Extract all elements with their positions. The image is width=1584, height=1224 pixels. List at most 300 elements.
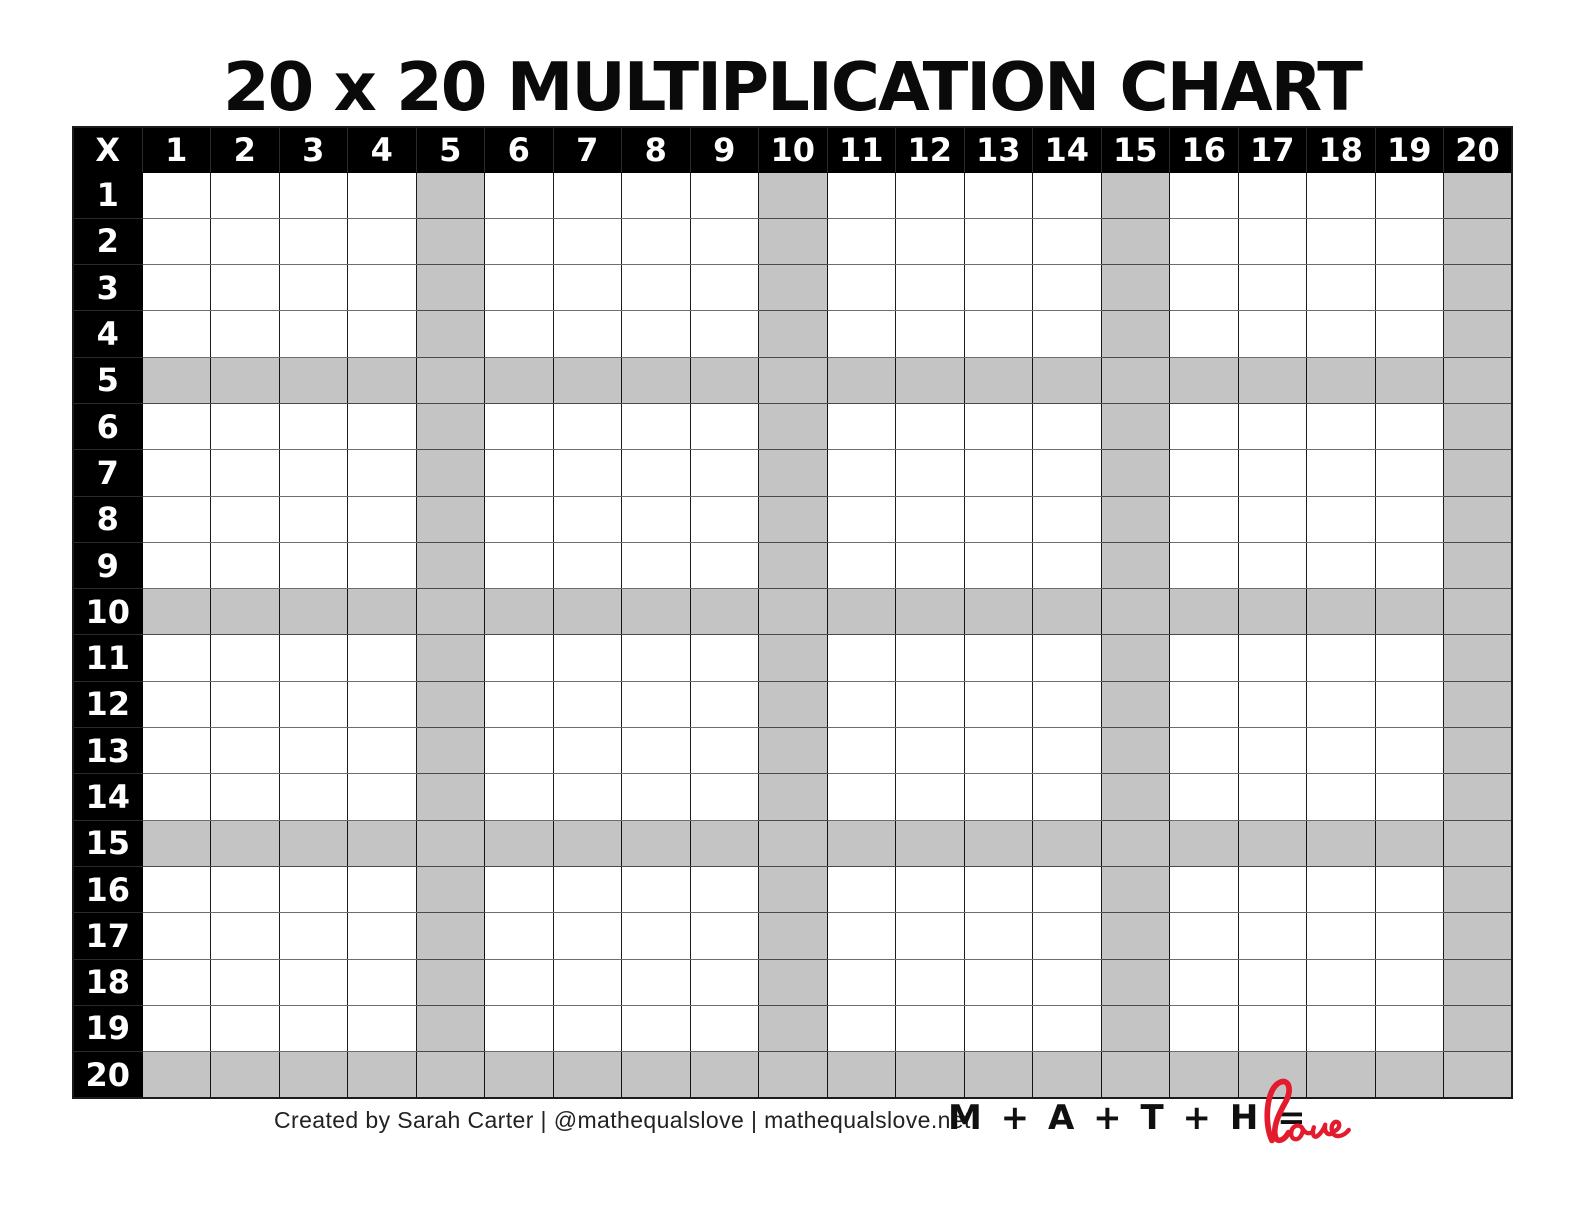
row-header-3: 3: [73, 265, 142, 311]
cell-r19-c3: [279, 1005, 348, 1051]
grid-row-13: [73, 728, 1512, 774]
cell-r12-c15: [1101, 681, 1170, 727]
row-header-14: 14: [73, 774, 142, 820]
cell-r8-c2: [211, 496, 280, 542]
cell-r18-c7: [553, 959, 622, 1005]
cell-r15-c15: [1101, 820, 1170, 866]
cell-r19-c6: [485, 1005, 554, 1051]
cell-r11-c17: [1238, 635, 1307, 681]
cell-r17-c4: [348, 913, 417, 959]
grid-header: [73, 127, 1512, 172]
cell-r4-c9: [690, 311, 759, 357]
cell-r5-c13: [964, 357, 1033, 403]
cell-r6-c5: [416, 403, 485, 449]
cell-r12-c11: [827, 681, 896, 727]
cell-r6-c3: [279, 403, 348, 449]
cell-r9-c9: [690, 542, 759, 588]
cell-r7-c6: [485, 450, 554, 496]
cell-r11-c6: [485, 635, 554, 681]
column-header-12: 12: [896, 127, 965, 172]
cell-r16-c14: [1033, 866, 1102, 912]
cell-r7-c8: [622, 450, 691, 496]
cell-r10-c19: [1375, 589, 1444, 635]
cell-r17-c14: [1033, 913, 1102, 959]
grid-row-7: [73, 450, 1512, 496]
cell-r20-c1: [142, 1052, 211, 1098]
cell-r1-c8: [622, 172, 691, 218]
cell-r20-c7: [553, 1052, 622, 1098]
cell-r2-c6: [485, 218, 554, 264]
cell-r9-c19: [1375, 542, 1444, 588]
cell-r2-c2: [211, 218, 280, 264]
column-header-19: 19: [1375, 127, 1444, 172]
cell-r8-c20: [1444, 496, 1513, 542]
cell-r13-c16: [1170, 728, 1239, 774]
cell-r9-c12: [896, 542, 965, 588]
cell-r18-c19: [1375, 959, 1444, 1005]
cell-r19-c2: [211, 1005, 280, 1051]
cell-r18-c13: [964, 959, 1033, 1005]
cell-r18-c9: [690, 959, 759, 1005]
cell-r11-c12: [896, 635, 965, 681]
cell-r3-c6: [485, 265, 554, 311]
cell-r17-c9: [690, 913, 759, 959]
cell-r1-c13: [964, 172, 1033, 218]
grid-row-19: [73, 1005, 1512, 1051]
grid-row-1: [73, 172, 1512, 218]
cell-r18-c17: [1238, 959, 1307, 1005]
cell-r8-c8: [622, 496, 691, 542]
cell-r17-c6: [485, 913, 554, 959]
cell-r16-c13: [964, 866, 1033, 912]
cell-r13-c6: [485, 728, 554, 774]
cell-r14-c7: [553, 774, 622, 820]
cell-r4-c17: [1238, 311, 1307, 357]
row-header-4: 4: [73, 311, 142, 357]
cell-r6-c10: [759, 403, 828, 449]
cell-r16-c20: [1444, 866, 1513, 912]
cell-r11-c11: [827, 635, 896, 681]
cell-r5-c8: [622, 357, 691, 403]
column-header-8: 8: [622, 127, 691, 172]
column-header-9: 9: [690, 127, 759, 172]
cell-r18-c14: [1033, 959, 1102, 1005]
credit-text: Created by Sarah Carter | @mathequalslove | mathequalslove.net: [274, 1107, 971, 1133]
cell-r4-c2: [211, 311, 280, 357]
cell-r14-c18: [1307, 774, 1376, 820]
cell-r20-c14: [1033, 1052, 1102, 1098]
cell-r6-c11: [827, 403, 896, 449]
cell-r15-c2: [211, 820, 280, 866]
cell-r11-c13: [964, 635, 1033, 681]
cell-r10-c11: [827, 589, 896, 635]
cell-r2-c13: [964, 218, 1033, 264]
cell-r14-c5: [416, 774, 485, 820]
column-header-6: 6: [485, 127, 554, 172]
cell-r9-c18: [1307, 542, 1376, 588]
cell-r8-c14: [1033, 496, 1102, 542]
cell-r15-c14: [1033, 820, 1102, 866]
cell-r13-c20: [1444, 728, 1513, 774]
cell-r16-c19: [1375, 866, 1444, 912]
cell-r14-c3: [279, 774, 348, 820]
column-header-15: 15: [1101, 127, 1170, 172]
cell-r8-c13: [964, 496, 1033, 542]
cell-r12-c18: [1307, 681, 1376, 727]
cell-r17-c19: [1375, 913, 1444, 959]
cell-r7-c18: [1307, 450, 1376, 496]
cell-r3-c16: [1170, 265, 1239, 311]
cell-r15-c16: [1170, 820, 1239, 866]
cell-r1-c12: [896, 172, 965, 218]
cell-r6-c19: [1375, 403, 1444, 449]
row-header-7: 7: [73, 450, 142, 496]
cell-r17-c1: [142, 913, 211, 959]
cell-r12-c1: [142, 681, 211, 727]
cell-r16-c4: [348, 866, 417, 912]
cell-r6-c6: [485, 403, 554, 449]
cell-r4-c8: [622, 311, 691, 357]
cell-r9-c16: [1170, 542, 1239, 588]
cell-r12-c10: [759, 681, 828, 727]
cell-r20-c2: [211, 1052, 280, 1098]
grid-body: [73, 172, 1512, 1098]
cell-r19-c9: [690, 1005, 759, 1051]
cell-r1-c6: [485, 172, 554, 218]
cell-r13-c2: [211, 728, 280, 774]
cell-r17-c15: [1101, 913, 1170, 959]
cell-r4-c3: [279, 311, 348, 357]
grid-row-11: [73, 635, 1512, 681]
cell-r18-c1: [142, 959, 211, 1005]
love-letter-v: [1313, 1125, 1332, 1137]
cell-r16-c11: [827, 866, 896, 912]
cell-r9-c7: [553, 542, 622, 588]
grid-row-10: [73, 589, 1512, 635]
cell-r18-c8: [622, 959, 691, 1005]
cell-r4-c10: [759, 311, 828, 357]
cell-r14-c20: [1444, 774, 1513, 820]
cell-r19-c19: [1375, 1005, 1444, 1051]
cell-r5-c19: [1375, 357, 1444, 403]
column-header-20: 20: [1444, 127, 1513, 172]
cell-r1-c11: [827, 172, 896, 218]
cell-r17-c7: [553, 913, 622, 959]
cell-r14-c12: [896, 774, 965, 820]
cell-r9-c8: [622, 542, 691, 588]
cell-r7-c7: [553, 450, 622, 496]
cell-r11-c14: [1033, 635, 1102, 681]
cell-r4-c13: [964, 311, 1033, 357]
cell-r10-c8: [622, 589, 691, 635]
cell-r1-c17: [1238, 172, 1307, 218]
cell-r15-c3: [279, 820, 348, 866]
cell-r4-c20: [1444, 311, 1513, 357]
cell-r10-c17: [1238, 589, 1307, 635]
cell-r3-c5: [416, 265, 485, 311]
cell-r13-c11: [827, 728, 896, 774]
cell-r6-c2: [211, 403, 280, 449]
cell-r15-c17: [1238, 820, 1307, 866]
cell-r10-c6: [485, 589, 554, 635]
cell-r16-c16: [1170, 866, 1239, 912]
cell-r7-c20: [1444, 450, 1513, 496]
cell-r1-c9: [690, 172, 759, 218]
cell-r8-c15: [1101, 496, 1170, 542]
cell-r6-c4: [348, 403, 417, 449]
cell-r3-c2: [211, 265, 280, 311]
cell-r19-c17: [1238, 1005, 1307, 1051]
cell-r11-c15: [1101, 635, 1170, 681]
cell-r14-c6: [485, 774, 554, 820]
cell-r8-c12: [896, 496, 965, 542]
row-header-11: 11: [73, 635, 142, 681]
cell-r11-c8: [622, 635, 691, 681]
cell-r20-c9: [690, 1052, 759, 1098]
cell-r8-c5: [416, 496, 485, 542]
cell-r16-c1: [142, 866, 211, 912]
cell-r18-c11: [827, 959, 896, 1005]
cell-r13-c4: [348, 728, 417, 774]
cell-r10-c14: [1033, 589, 1102, 635]
corner-cell-x: X: [73, 127, 142, 172]
cell-r17-c3: [279, 913, 348, 959]
cell-r18-c18: [1307, 959, 1376, 1005]
cell-r10-c20: [1444, 589, 1513, 635]
cell-r1-c3: [279, 172, 348, 218]
cell-r7-c1: [142, 450, 211, 496]
cell-r10-c3: [279, 589, 348, 635]
grid-row-2: [73, 218, 1512, 264]
cell-r1-c10: [759, 172, 828, 218]
cell-r11-c5: [416, 635, 485, 681]
cell-r18-c4: [348, 959, 417, 1005]
cell-r19-c1: [142, 1005, 211, 1051]
cell-r15-c5: [416, 820, 485, 866]
cell-r4-c19: [1375, 311, 1444, 357]
cell-r19-c13: [964, 1005, 1033, 1051]
love-letter-e: [1332, 1122, 1349, 1136]
cell-r12-c5: [416, 681, 485, 727]
cell-r10-c18: [1307, 589, 1376, 635]
row-header-9: 9: [73, 542, 142, 588]
cell-r20-c6: [485, 1052, 554, 1098]
grid-row-18: [73, 959, 1512, 1005]
cell-r15-c20: [1444, 820, 1513, 866]
cell-r14-c15: [1101, 774, 1170, 820]
cell-r18-c10: [759, 959, 828, 1005]
page-title: 20 x 20 MULTIPLICATION CHART: [223, 48, 1361, 126]
column-header-13: 13: [964, 127, 1033, 172]
cell-r2-c18: [1307, 218, 1376, 264]
cell-r20-c8: [622, 1052, 691, 1098]
cell-r2-c4: [348, 218, 417, 264]
cell-r5-c5: [416, 357, 485, 403]
grid-row-4: [73, 311, 1512, 357]
cell-r13-c19: [1375, 728, 1444, 774]
cell-r3-c9: [690, 265, 759, 311]
cell-r1-c19: [1375, 172, 1444, 218]
cell-r13-c7: [553, 728, 622, 774]
cell-r7-c9: [690, 450, 759, 496]
cell-r5-c7: [553, 357, 622, 403]
cell-r19-c18: [1307, 1005, 1376, 1051]
cell-r17-c18: [1307, 913, 1376, 959]
cell-r4-c4: [348, 311, 417, 357]
cell-r18-c6: [485, 959, 554, 1005]
cell-r17-c8: [622, 913, 691, 959]
cell-r10-c12: [896, 589, 965, 635]
cell-r10-c15: [1101, 589, 1170, 635]
column-header-10: 10: [759, 127, 828, 172]
cell-r5-c10: [759, 357, 828, 403]
cell-r2-c16: [1170, 218, 1239, 264]
row-header-6: 6: [73, 403, 142, 449]
cell-r5-c1: [142, 357, 211, 403]
cell-r9-c17: [1238, 542, 1307, 588]
cell-r15-c19: [1375, 820, 1444, 866]
cell-r16-c2: [211, 866, 280, 912]
cell-r3-c12: [896, 265, 965, 311]
cell-r11-c10: [759, 635, 828, 681]
cell-r12-c8: [622, 681, 691, 727]
cell-r19-c20: [1444, 1005, 1513, 1051]
column-header-17: 17: [1238, 127, 1307, 172]
cell-r1-c2: [211, 172, 280, 218]
cell-r11-c9: [690, 635, 759, 681]
cell-r1-c14: [1033, 172, 1102, 218]
cell-r15-c9: [690, 820, 759, 866]
cell-r9-c3: [279, 542, 348, 588]
cell-r15-c12: [896, 820, 965, 866]
cell-r7-c13: [964, 450, 1033, 496]
grid-row-9: [73, 542, 1512, 588]
cell-r12-c13: [964, 681, 1033, 727]
cell-r2-c20: [1444, 218, 1513, 264]
cell-r2-c8: [622, 218, 691, 264]
cell-r15-c7: [553, 820, 622, 866]
row-header-12: 12: [73, 681, 142, 727]
cell-r14-c10: [759, 774, 828, 820]
cell-r16-c6: [485, 866, 554, 912]
cell-r15-c18: [1307, 820, 1376, 866]
grid-row-15: [73, 820, 1512, 866]
cell-r7-c3: [279, 450, 348, 496]
cell-r12-c19: [1375, 681, 1444, 727]
cell-r10-c2: [211, 589, 280, 635]
cell-r13-c17: [1238, 728, 1307, 774]
cell-r10-c4: [348, 589, 417, 635]
cell-r14-c19: [1375, 774, 1444, 820]
header-row: [73, 127, 1512, 172]
cell-r2-c3: [279, 218, 348, 264]
row-header-15: 15: [73, 820, 142, 866]
love-letter-l: [1267, 1082, 1289, 1141]
cell-r16-c10: [759, 866, 828, 912]
cell-r17-c5: [416, 913, 485, 959]
cell-r17-c12: [896, 913, 965, 959]
cell-r15-c1: [142, 820, 211, 866]
cell-r15-c13: [964, 820, 1033, 866]
cell-r9-c14: [1033, 542, 1102, 588]
cell-r19-c11: [827, 1005, 896, 1051]
cell-r16-c5: [416, 866, 485, 912]
cell-r20-c12: [896, 1052, 965, 1098]
cell-r19-c5: [416, 1005, 485, 1051]
cell-r5-c14: [1033, 357, 1102, 403]
cell-r18-c3: [279, 959, 348, 1005]
grid-row-6: [73, 403, 1512, 449]
cell-r10-c13: [964, 589, 1033, 635]
cell-r8-c10: [759, 496, 828, 542]
cell-r15-c6: [485, 820, 554, 866]
cell-r19-c7: [553, 1005, 622, 1051]
cell-r7-c12: [896, 450, 965, 496]
cell-r16-c18: [1307, 866, 1376, 912]
cell-r19-c8: [622, 1005, 691, 1051]
grid-row-8: [73, 496, 1512, 542]
cell-r12-c14: [1033, 681, 1102, 727]
cell-r12-c17: [1238, 681, 1307, 727]
cell-r4-c12: [896, 311, 965, 357]
cell-r6-c13: [964, 403, 1033, 449]
cell-r4-c7: [553, 311, 622, 357]
grid-row-17: [73, 913, 1512, 959]
cell-r11-c16: [1170, 635, 1239, 681]
cell-r6-c12: [896, 403, 965, 449]
cell-r8-c19: [1375, 496, 1444, 542]
cell-r3-c17: [1238, 265, 1307, 311]
cell-r19-c16: [1170, 1005, 1239, 1051]
cell-r2-c1: [142, 218, 211, 264]
cell-r10-c9: [690, 589, 759, 635]
cell-r9-c15: [1101, 542, 1170, 588]
cell-r7-c17: [1238, 450, 1307, 496]
cell-r8-c17: [1238, 496, 1307, 542]
cell-r20-c3: [279, 1052, 348, 1098]
cell-r4-c1: [142, 311, 211, 357]
cell-r7-c11: [827, 450, 896, 496]
cell-r12-c6: [485, 681, 554, 727]
cell-r12-c9: [690, 681, 759, 727]
cell-r4-c11: [827, 311, 896, 357]
cell-r1-c4: [348, 172, 417, 218]
row-header-16: 16: [73, 866, 142, 912]
cell-r3-c4: [348, 265, 417, 311]
cell-r3-c7: [553, 265, 622, 311]
cell-r19-c12: [896, 1005, 965, 1051]
cell-r18-c16: [1170, 959, 1239, 1005]
cell-r13-c1: [142, 728, 211, 774]
column-header-4: 4: [348, 127, 417, 172]
cell-r5-c2: [211, 357, 280, 403]
cell-r14-c16: [1170, 774, 1239, 820]
cell-r6-c15: [1101, 403, 1170, 449]
cell-r11-c3: [279, 635, 348, 681]
cell-r9-c20: [1444, 542, 1513, 588]
cell-r12-c20: [1444, 681, 1513, 727]
cell-r15-c10: [759, 820, 828, 866]
cell-r14-c1: [142, 774, 211, 820]
multiplication-grid: [72, 126, 1513, 1099]
cell-r2-c17: [1238, 218, 1307, 264]
column-header-18: 18: [1307, 127, 1376, 172]
cell-r2-c5: [416, 218, 485, 264]
cell-r10-c1: [142, 589, 211, 635]
cell-r5-c15: [1101, 357, 1170, 403]
cell-r20-c5: [416, 1052, 485, 1098]
cell-r6-c18: [1307, 403, 1376, 449]
